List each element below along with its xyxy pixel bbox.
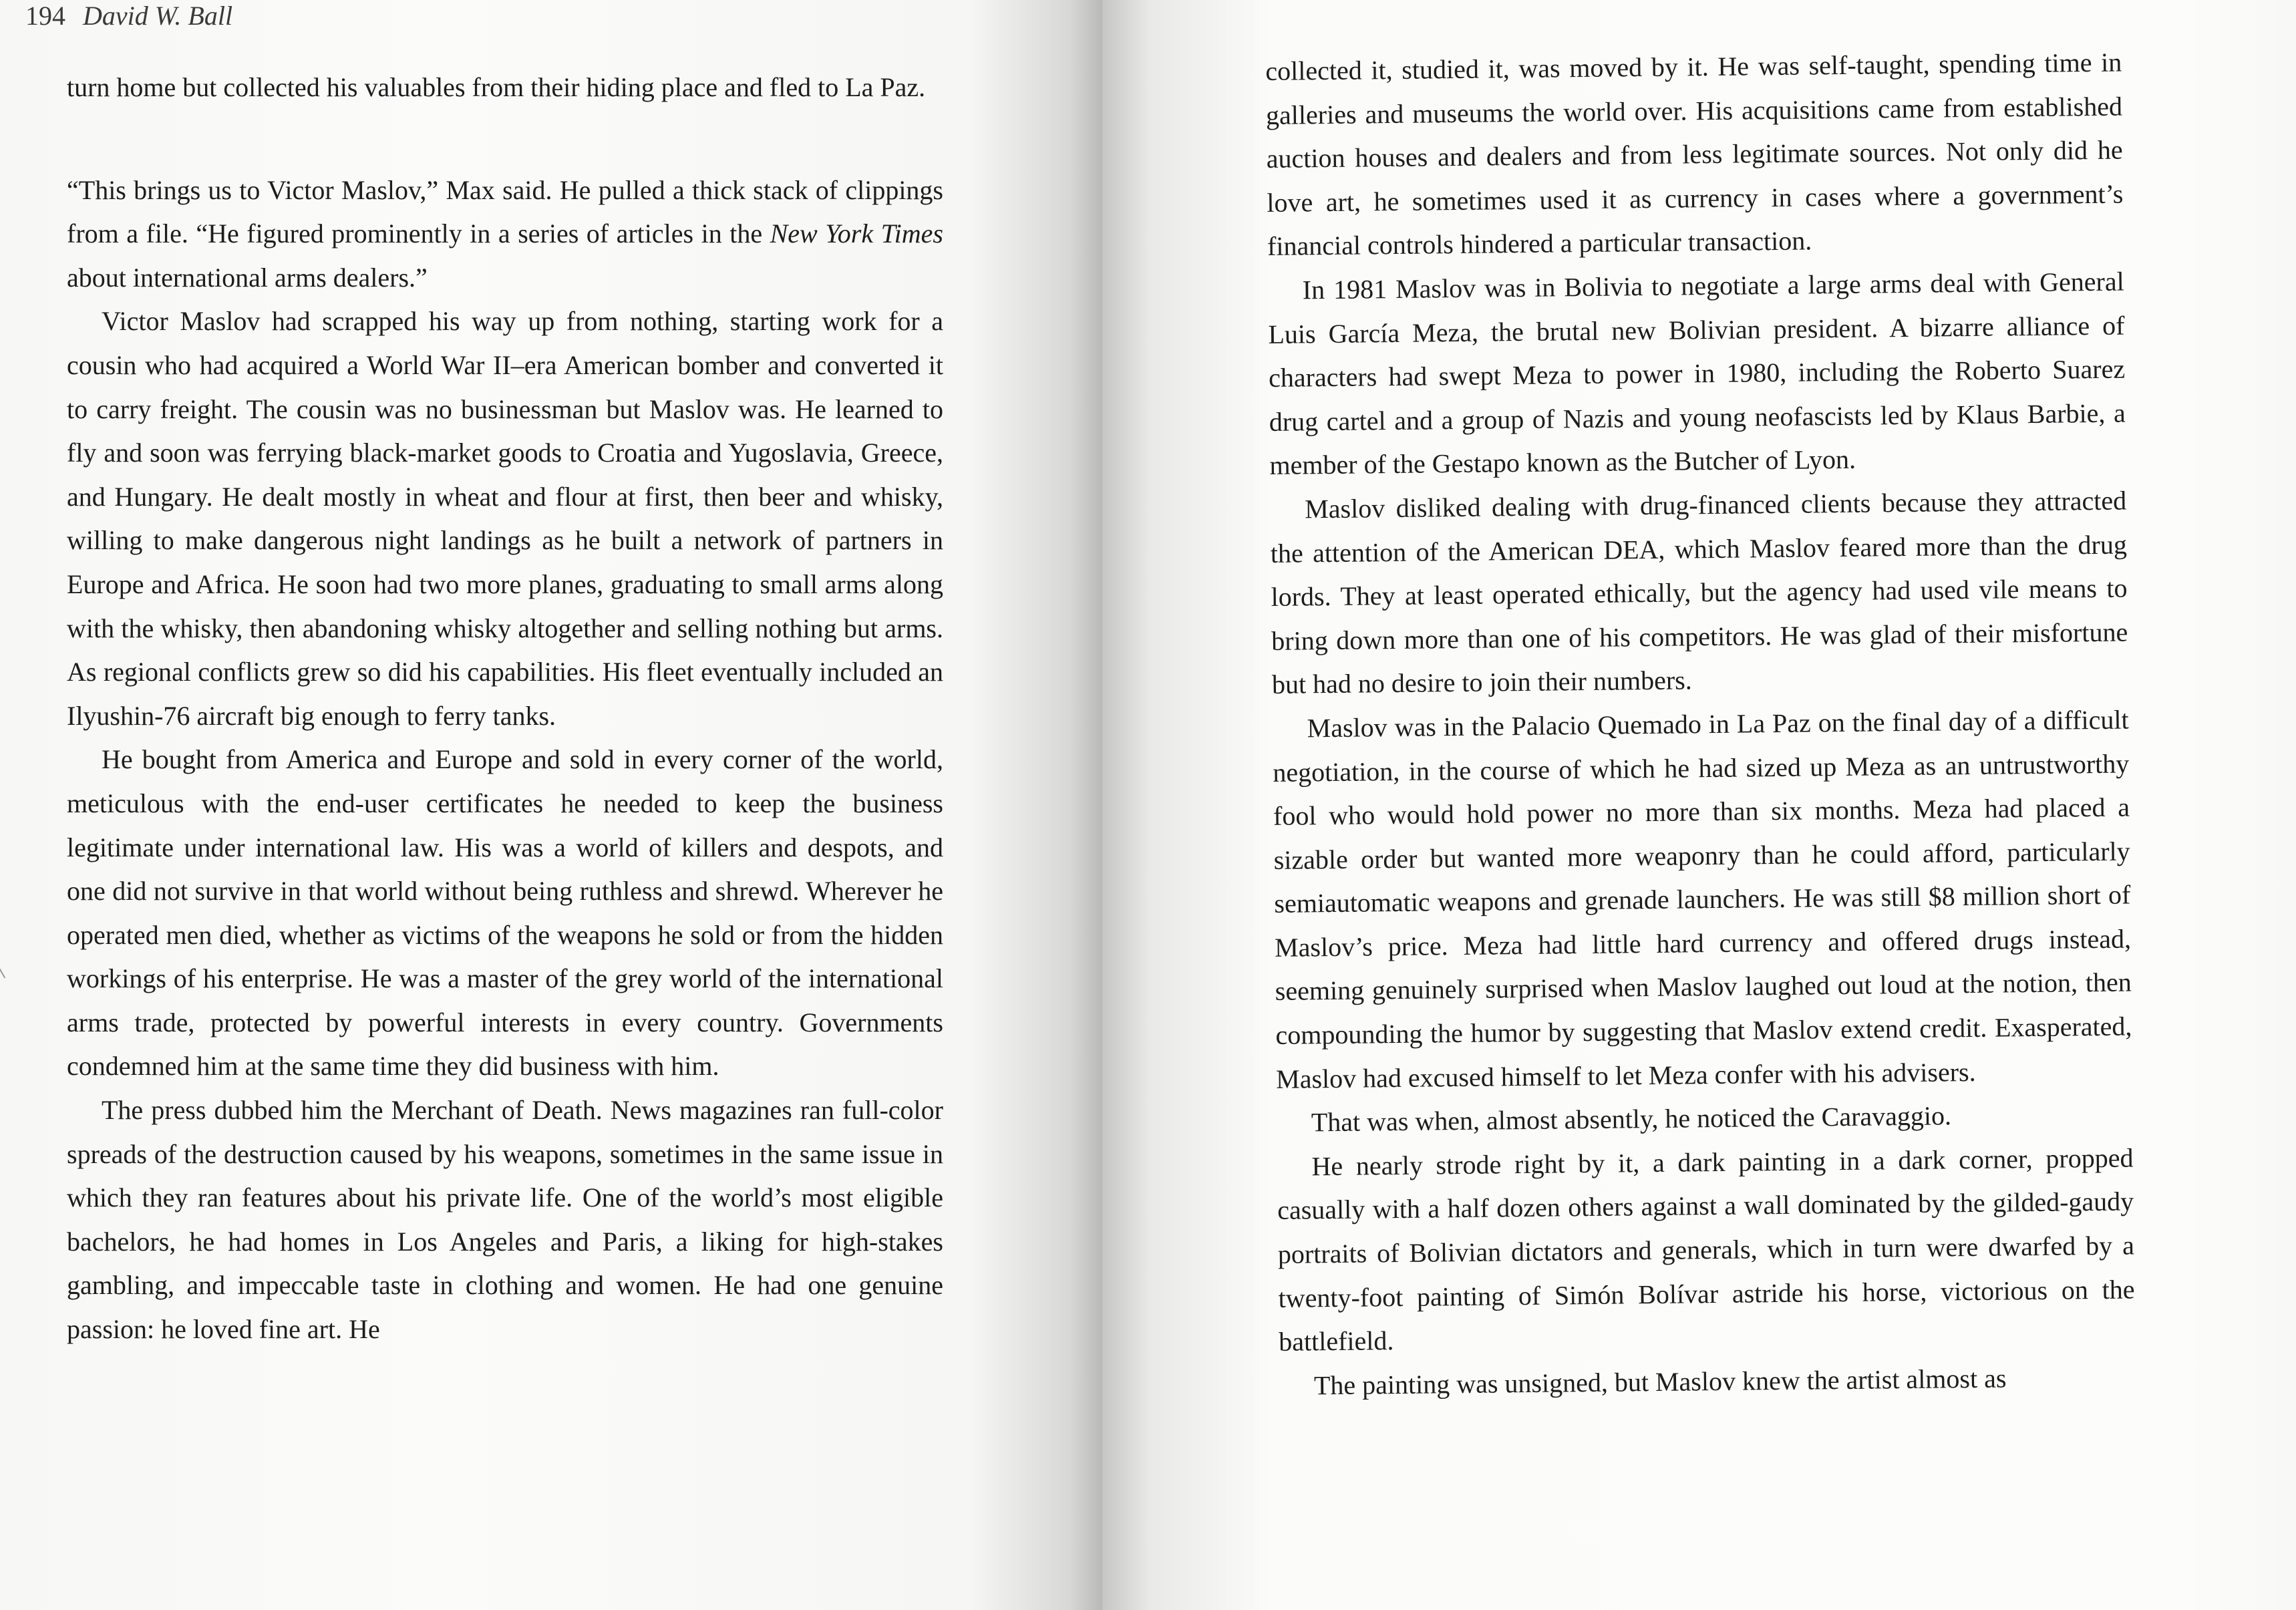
paragraph: Maslov was in the Palacio Quemado in La Paz on the final day of a difficult negotiation, in the course of which he had sized up Meza as an untrustworthy fool who would hold power no more than six months. Meza had placed a sizable order but wanted more weaponry than he could afford, particularly semiautomatic weapons and grenade launchers. He was still $8 million short of Maslov’s price. Meza had little hard currency and offered drugs instead, seeming genuinely surprised when Maslov laughed out loud at the notion, then compounding the humor by suggesting that Maslov extend credit. Exasperated, Maslov had excused himself to let Meza confer with his advisers. — [1273, 704, 2132, 1094]
paragraph: That was when, almost absently, he noticed the Caravaggio. — [1311, 1100, 1952, 1138]
section-break — [67, 110, 943, 168]
paragraph: turn home but collected his valuables from their hiding place and fled to La Paz. — [67, 72, 926, 102]
right-text-block — [1265, 41, 2136, 1408]
left-text-block — [67, 65, 943, 1351]
paragraph: In 1981 Maslov was in Bolivia to negotiate a large arms deal with General Luis García Meza, the brutal new Bolivian president. A bizarre alliance of characters had swept Meza to power in 1980, including the Roberto Suarez drug cartel and a group of Nazis and young neofascists led by Klaus Barbie, a member of the Gestapo known as the Butcher of Lyon. — [1268, 266, 2126, 481]
page-number: 194 — [25, 1, 65, 31]
paragraph: collected it, studied it, was moved by it. He was self-taught, spending time in galleries and museums the world over. His acquisitions came from established auction houses and dealers and from less legitimate sources. Not only did he love art, he sometimes used it as currency in cases where a government’s financial controls hindered a particular transaction. — [1265, 47, 2124, 262]
paragraph: He bought from America and Europe and sold in every corner of the world, meticulous with the end-user certificates he needed to keep the business legitimate under international law. His was a world of killers and despots, and one did not survive in that world without being ruthless and shrewd. Wherever he operated men died, whether as victims of the weapons he sold or from the hidden workings of his enterprise. He was a master of the grey world of the international arms trade, protected by powerful interests in every country. Governments condemned him at the same time they did business with him. — [67, 744, 943, 1082]
author-name: David W. Ball — [83, 1, 233, 31]
paragraph: “This brings us to Victor Maslov,” Max said. He pulled a thick stack of clippings from a file. “He figured prominently in a series of articles in the New York Times about international arms dealers.” — [67, 174, 943, 293]
paragraph: The painting was unsigned, but Maslov knew the artist almost as — [1313, 1363, 2007, 1401]
paragraph: He nearly strode right by it, a dark painting in a dark corner, propped casually with a half dozen others against a wall dominated by the gilded-gaudy portraits of Bolivian dictators and generals, which in turn were dwarfed by a twenty-foot painting of Simón Bolívar astride his horse, victorious on the battlefield. — [1277, 1142, 2135, 1357]
paragraph: The press dubbed him the Merchant of Death. News magazines ran full-color spreads of the destruction caused by his weapons, sometimes in the same issue in which they ran features about his private life. One of the world’s most eligible bachelors, he had homes in Los Angeles and Paris, a liking for high-stakes gambling, and impeccable taste in clothing and women. He had one genuine passion: he loved fine art. He — [67, 1095, 943, 1345]
left-page — [0, 0, 1102, 1610]
paragraph: Victor Maslov had scrapped his way up from nothing, starting work for a cousin who had acquired a World War II–era American bomber and converted it to carry freight. The cousin was no businessman but Maslov was. He learned to fly and soon was ferrying black-market goods to Croatia and Yugoslavia, Greece, and Hungary. He dealt mostly in wheat and flour at first, then beer and whisky, willing to make dangerous night landings as he built a network of partners in Europe and Africa. He soon had two more planes, graduating to small arms along with the whisky, then abandoning whisky altogether and selling nothing but arms. As regional conflicts grew so did his capabilities. His fleet eventually included an Ilyushin-76 aircraft big enough to ferry tanks. — [67, 306, 943, 731]
running-head — [25, 0, 232, 31]
scan-mark — [0, 960, 13, 978]
paragraph: Maslov disliked dealing with drug-financed clients because they attracted the attention of the American DEA, which Maslov feared more than the drug lords. They at least operated ethically, but the agency had used vile means to bring down more than one of his competitors. He was glad of their misfortune but had no desire to join their numbers. — [1270, 485, 2128, 700]
right-page — [1102, 0, 2296, 1610]
italic-title: New York Times — [770, 218, 943, 249]
